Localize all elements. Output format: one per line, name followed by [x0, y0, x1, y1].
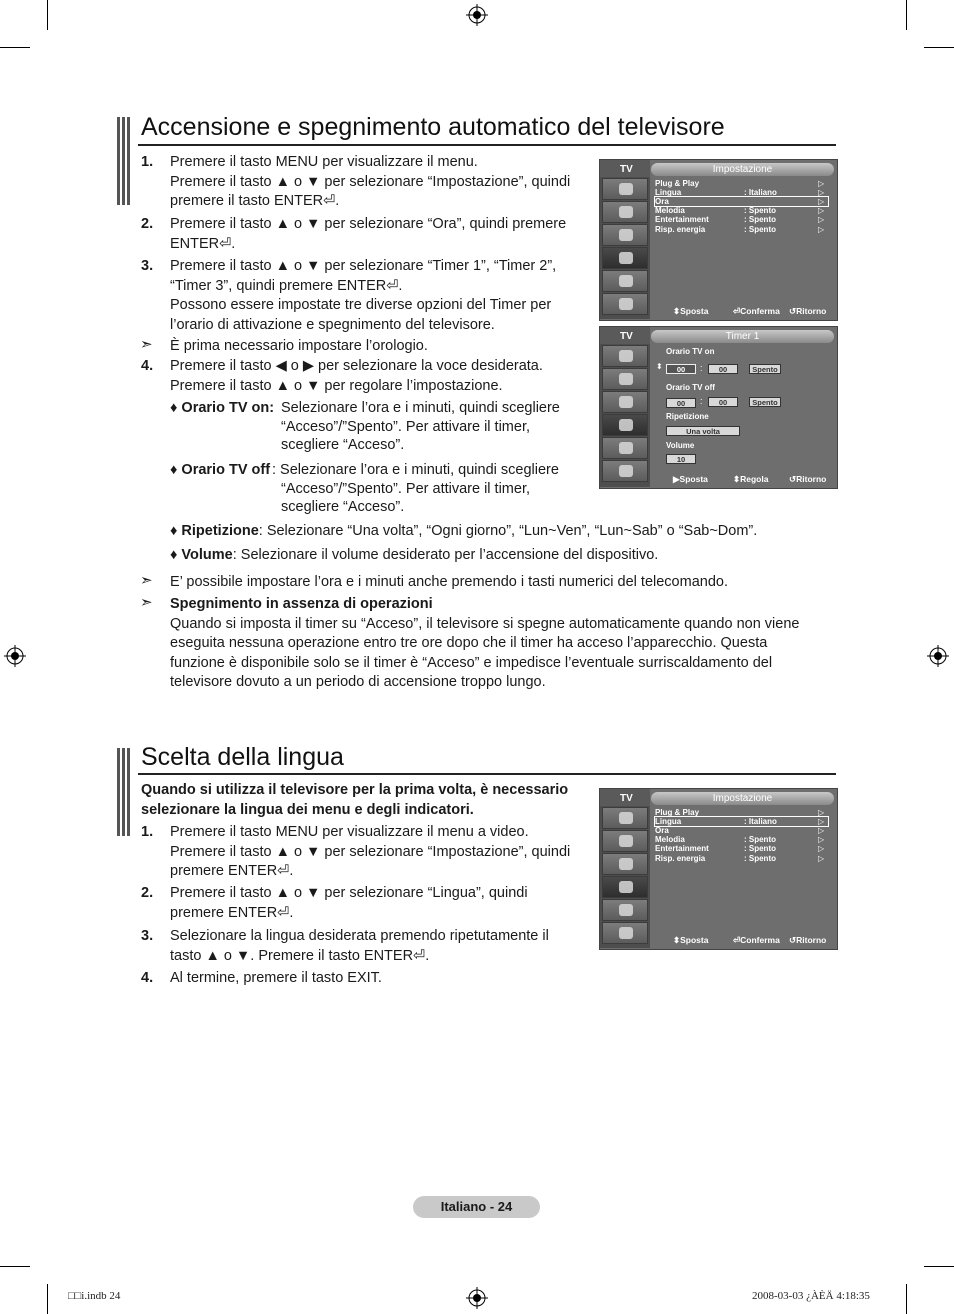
channel-icon — [602, 853, 648, 875]
step-number: 3. — [141, 258, 154, 274]
menu-row: Plug & Play ▷ — [655, 808, 825, 817]
section-title: Scelta della lingua — [141, 743, 344, 771]
section-bar — [117, 117, 131, 205]
input-icon — [602, 899, 648, 921]
timer-off-minute: 00 — [708, 397, 738, 407]
step-text: Premere il tasto ◀ o ▶ per selezionare la voce desiderata. Premere il tasto ▲ o ▼ per regolare l’impostazione. — [170, 358, 543, 394]
section-title: Accensione e spegnimento automatico del televisore — [141, 113, 725, 141]
picture-icon — [602, 178, 648, 200]
menu-tv-label: TV — [600, 789, 650, 806]
step-number: 2. — [141, 216, 154, 232]
note-arrow-icon: ➣ — [140, 594, 153, 611]
registration-mark-icon — [4, 645, 26, 667]
option-text: Selezionare l’ora e i minuti, quindi scegliere “Acceso”/”Spento”. Per attivare il timer, scegliere “Acceso”. — [281, 400, 560, 453]
menu-row: Plug & Play ▷ — [655, 179, 825, 188]
menu-footer: ⬍ Sposta ⏎ Conferma ↺ Ritorno — [673, 935, 827, 945]
timer-on-minute: 00 — [708, 364, 738, 374]
option-line: ♦ Volume: Selezionare il volume desiderato per l’accensione del dispositivo. — [170, 547, 659, 563]
menu-row: Melodia : Spento ▷ — [655, 206, 825, 215]
application-icon — [602, 460, 648, 482]
section-rule — [138, 773, 836, 775]
menu-row: Risp. energia : Spento ▷ — [655, 854, 825, 863]
option-line: ♦ Ripetizione: Selezionare “Una volta”, “Ogni giorno”, “Lun~Ven”, “Lun~Sab” o “Sab~Dom”. — [170, 523, 758, 539]
step-text: Premere il tasto ▲ o ▼ per selezionare “Timer 1”, “Timer 2”, “Timer 3”, quindi premere ENTER⏎. Possono essere impostate tre diverse opzioni del Timer per l’orario di attivazione e spegnimento del televisore. — [170, 258, 557, 333]
step-number: 4. — [141, 970, 154, 986]
section-rule — [138, 144, 836, 146]
volume-label: Volume — [666, 441, 695, 450]
menu-title: Impostazione — [651, 163, 834, 176]
menu-tv-label: TV — [600, 327, 650, 344]
input-icon — [602, 437, 648, 459]
menu-tv-label: TV — [600, 160, 650, 177]
picture-icon — [602, 345, 648, 367]
note-arrow-icon: ➣ — [140, 572, 153, 589]
registration-mark-icon — [466, 1287, 488, 1309]
page-number-badge: Italiano - 24 — [413, 1196, 540, 1218]
step-text: Premere il tasto ▲ o ▼ per selezionare “Lingua”, quindi premere ENTER⏎. — [170, 885, 528, 921]
osd-menu-setup — [599, 159, 838, 321]
note-arrow-icon: ➣ — [140, 336, 153, 353]
menu-sidebar — [600, 344, 650, 487]
menu-row: Lingua : Italiano ▷ — [655, 188, 825, 197]
picture-icon — [602, 807, 648, 829]
registration-mark-icon — [927, 645, 949, 667]
application-icon — [602, 293, 648, 315]
menu-row: Entertainment : Spento ▷ — [655, 215, 825, 224]
timer-on-hour: 00 — [666, 364, 696, 374]
menu-row-selected: Ora ▷ — [655, 197, 828, 206]
step-number: 4. — [141, 358, 154, 374]
section-bar — [117, 748, 131, 836]
menu-title: Timer 1 — [651, 330, 834, 343]
menu-title: Impostazione — [651, 792, 834, 805]
sound-icon — [602, 201, 648, 223]
menu-sidebar — [600, 177, 650, 319]
repeat-value: Una volta — [666, 426, 740, 436]
repeat-label: Ripetizione — [666, 412, 709, 421]
osd-menu-language — [599, 788, 838, 950]
step-number: 3. — [141, 928, 154, 944]
channel-icon — [602, 224, 648, 246]
note-text: È prima necessario impostare l’orologio. — [170, 338, 428, 354]
step-number: 1. — [141, 154, 154, 170]
option-label: ♦ Orario TV off — [170, 462, 271, 478]
channel-icon — [602, 391, 648, 413]
sound-icon — [602, 830, 648, 852]
slug-left: □□i.indb 24 — [68, 1290, 121, 1302]
sound-icon — [602, 368, 648, 390]
menu-sidebar — [600, 806, 650, 948]
timer-off-hour: 00 — [666, 398, 696, 408]
intro-text: Quando si utilizza il televisore per la prima volta, è necessario selezionare la lingua dei menu e degli indicatori. — [141, 782, 569, 818]
registration-mark-icon — [466, 4, 488, 26]
volume-value: 10 — [666, 454, 696, 464]
note-text: Spegnimento in assenza di operazioni Quando si imposta il timer su “Acceso”, il televisore si spegne automaticamente quando non viene eseguita nessuna operazione entro tre ore dopo che il timer ha acceso l’apparecchio. Questa funzione è disponibile solo se il timer è “Acceso” e impedisce l’eventuale surriscaldamento del televisore dovuto a un periodo di accensione troppo lungo. — [170, 596, 800, 690]
slug-right: 2008-03-03 ¿ÀÈÄ 4:18:35 — [752, 1290, 870, 1302]
step-text: Premere il tasto MENU per visualizzare il menu. Premere il tasto ▲ o ▼ per selezionare “Impostazione”, quindi premere il tasto ENTER⏎. — [170, 154, 571, 209]
updown-icon: ⬍ — [656, 362, 663, 371]
timer-off-label: Orario TV off — [666, 383, 715, 392]
step-number: 2. — [141, 885, 154, 901]
setup-gear-icon — [602, 247, 648, 269]
step-text: Selezionare la lingua desiderata premendo ripetutamente il tasto ▲ o ▼. Premere il tasto ENTER⏎. — [170, 928, 549, 964]
menu-row-selected: Lingua : Italiano ▷ — [655, 817, 828, 826]
option-label: ♦ Orario TV on: — [170, 400, 275, 416]
input-icon — [602, 270, 648, 292]
step-text: Al termine, premere il tasto EXIT. — [170, 970, 382, 986]
step-text: Premere il tasto MENU per visualizzare il menu a video. Premere il tasto ▲ o ▼ per selezionare “Impostazione”, quindi premere ENTER⏎. — [170, 824, 571, 879]
timer-on-state: Spento — [749, 364, 781, 374]
osd-menu-timer: TV Timer 1 Orario TV on ⬍ 00 : 00 Spento Orario TV off 00 : 00 Spento Ripetizione Una volta Volume 10 ▶ Sposta ⬍ Regola ↺ Ritorno — [599, 326, 838, 489]
menu-row: Risp. energia : Spento ▷ — [655, 225, 825, 234]
application-icon — [602, 922, 648, 944]
step-text: Premere il tasto ▲ o ▼ per selezionare “Ora”, quindi premere ENTER⏎. — [170, 216, 567, 252]
setup-gear-icon — [602, 876, 648, 898]
menu-row: Melodia : Spento ▷ — [655, 835, 825, 844]
setup-gear-icon — [602, 414, 648, 436]
timer-off-state: Spento — [749, 397, 781, 407]
menu-footer: ⬍ Sposta ⏎ Conferma ↺ Ritorno — [673, 306, 827, 316]
menu-row: Ora ▷ — [655, 826, 825, 835]
timer-on-label: Orario TV on — [666, 347, 715, 356]
step-number: 1. — [141, 824, 154, 840]
note-text: E’ possibile impostare l’ora e i minuti anche premendo i tasti numerici del telecomando. — [170, 574, 728, 590]
option-text: : Selezionare l’ora e i minuti, quindi scegliere “Acceso”/”Spento”. Per attivare il timer, scegliere “Acceso”. — [272, 462, 559, 515]
menu-footer: ▶ Sposta ⬍ Regola ↺ Ritorno — [673, 474, 827, 484]
menu-row: Entertainment : Spento ▷ — [655, 844, 825, 853]
